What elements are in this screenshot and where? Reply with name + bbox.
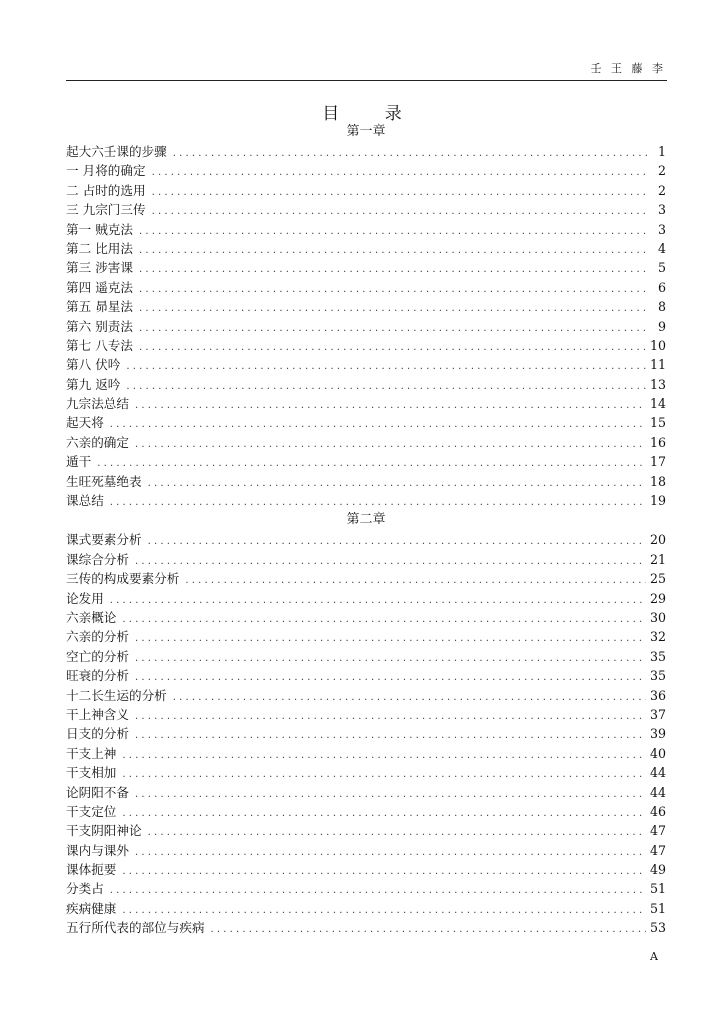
dot-leader	[110, 881, 646, 900]
toc-page-number: 15	[649, 415, 666, 431]
toc-entry-title: 六亲的分析	[66, 629, 129, 645]
dot-leader	[135, 396, 646, 415]
dot-leader	[135, 435, 646, 454]
toc-page-number: 39	[649, 726, 666, 742]
toc-entry[interactable]	[66, 472, 666, 491]
toc-page-number: 2	[657, 163, 666, 179]
toc-entry-title: 课体扼要	[66, 862, 117, 878]
toc-entry[interactable]	[66, 491, 666, 510]
toc-entry-title: 干支阴阳神论	[66, 823, 142, 839]
dot-leader	[173, 144, 648, 163]
toc-entry-title: 五行所代表的部位与疾病	[66, 920, 205, 936]
toc-entry-title: 论阴阳不备	[66, 784, 129, 800]
running-head: 壬 王 藤 李	[590, 62, 666, 75]
dot-leader	[122, 610, 646, 629]
toc-page-number: 3	[657, 221, 666, 237]
dot-leader	[173, 688, 646, 707]
toc-entry[interactable]	[66, 918, 666, 937]
toc-page-number: 49	[649, 862, 666, 878]
toc-entry[interactable]	[66, 763, 666, 782]
toc-page-number: 20	[649, 532, 666, 548]
toc-entry[interactable]	[66, 569, 666, 588]
dot-leader	[122, 765, 646, 784]
toc-entry[interactable]	[66, 220, 666, 239]
toc-page-number: 53	[649, 920, 666, 936]
dot-leader	[110, 415, 646, 434]
toc-entry[interactable]	[66, 647, 666, 666]
toc-entry-title: 旺衰的分析	[66, 668, 129, 684]
toc-entry[interactable]	[66, 258, 666, 277]
toc-entry-title: 第四 遥克法	[66, 279, 133, 295]
toc-entry-title: 二 占时的选用	[66, 182, 146, 198]
toc-page-number: 47	[649, 823, 666, 839]
dot-leader	[139, 280, 648, 299]
toc-page-number: 14	[649, 396, 666, 412]
toc-entry-title: 干支上神	[66, 745, 117, 761]
toc-entry-title: 第一 贼克法	[66, 221, 133, 237]
dot-leader	[148, 823, 646, 842]
toc-page-number: 13	[649, 376, 666, 392]
toc-page-number: 37	[649, 706, 666, 722]
toc-entry[interactable]	[66, 433, 666, 452]
dot-leader	[135, 843, 646, 862]
toc-page-number: 40	[649, 745, 666, 761]
toc-page-number: 5	[657, 260, 666, 276]
toc-entry-title: 疾病健康	[66, 900, 117, 916]
toc-entry-title: 第九 返吟	[66, 376, 121, 392]
dot-leader	[139, 241, 648, 260]
dot-leader	[97, 454, 646, 473]
toc-entry[interactable]	[66, 452, 666, 471]
toc-entry[interactable]	[66, 589, 666, 608]
toc-entry-title: 三 九宗门三传	[66, 202, 146, 218]
dot-leader	[126, 377, 646, 396]
toc-entry[interactable]	[66, 317, 666, 336]
toc-entry-title: 干支相加	[66, 765, 117, 781]
toc-entry-title: 九宗法总结	[66, 396, 129, 412]
toc-page-number: 51	[649, 900, 666, 916]
toc-page-number: 2	[657, 182, 666, 198]
toc-page-number: 9	[657, 318, 666, 334]
toc-entry-title: 六亲的确定	[66, 434, 129, 450]
toc-entry-title: 第三 涉害课	[66, 260, 133, 276]
page-title: 目 录	[322, 104, 422, 124]
toc-page-number: 35	[649, 668, 666, 684]
toc-entry-title: 空亡的分析	[66, 648, 129, 664]
toc-page-number: 4	[657, 240, 666, 256]
dot-leader	[135, 707, 646, 726]
toc-page-number: 19	[649, 493, 666, 509]
toc-entry-title: 日支的分析	[66, 726, 129, 742]
toc-page-number: 46	[649, 803, 666, 819]
toc-page-number: 30	[649, 609, 666, 625]
toc-page-number: 36	[649, 687, 666, 703]
dot-leader	[152, 202, 648, 221]
toc-entry-title: 分类占	[66, 881, 104, 897]
toc-entry[interactable]	[66, 239, 666, 258]
toc-page-number: 29	[649, 590, 666, 606]
toc-entry[interactable]	[66, 821, 666, 840]
toc-entry-title: 遁干	[66, 454, 92, 470]
toc-entry-title: 论发用	[66, 590, 104, 606]
toc-entry[interactable]	[66, 530, 666, 549]
toc-page-number: 6	[657, 279, 666, 295]
chapter-heading: 第二章	[346, 512, 386, 528]
dot-leader	[152, 183, 648, 202]
toc-entry-title: 第五 昴星法	[66, 299, 133, 315]
toc-entry[interactable]	[66, 336, 666, 355]
toc-entry-title: 第六 别责法	[66, 318, 133, 334]
dot-leader	[139, 260, 648, 279]
chapter-heading: 第一章	[346, 124, 386, 139]
toc-page-number: 44	[649, 765, 666, 781]
toc-page-number: 35	[649, 648, 666, 664]
dot-leader	[185, 571, 646, 590]
dot-leader	[211, 920, 646, 939]
toc-entry[interactable]	[66, 841, 666, 860]
toc-entry[interactable]	[66, 627, 666, 646]
toc-entry[interactable]	[66, 375, 666, 394]
toc-page-number: 16	[649, 434, 666, 450]
toc-entry-title: 课式要素分析	[66, 532, 142, 548]
toc-entry-title: 六亲概论	[66, 609, 117, 625]
dot-leader	[122, 746, 646, 765]
dot-leader	[139, 338, 646, 357]
toc-entry-title: 第七 八专法	[66, 337, 133, 353]
toc-entry-title: 课内与课外	[66, 842, 129, 858]
toc-entry[interactable]	[66, 705, 666, 724]
toc-entry[interactable]	[66, 142, 666, 161]
toc-entry[interactable]	[66, 899, 666, 918]
toc-entry-title: 三传的构成要素分析	[66, 571, 180, 587]
toc-entry[interactable]	[66, 550, 666, 569]
header-rule	[66, 80, 667, 81]
dot-leader	[139, 222, 648, 241]
dot-leader	[122, 862, 646, 881]
toc-entry-title: 一 月将的确定	[66, 163, 146, 179]
toc-entry-title: 课综合分析	[66, 551, 129, 567]
toc-entry-title: 第二 比用法	[66, 240, 133, 256]
toc-entry[interactable]	[66, 297, 666, 316]
toc-entry-title: 干上神含义	[66, 706, 129, 722]
toc-page-number: 51	[649, 881, 666, 897]
toc-page-number: 8	[657, 299, 666, 315]
dot-leader	[126, 357, 646, 376]
toc-entry[interactable]	[66, 802, 666, 821]
toc-entry[interactable]	[66, 608, 666, 627]
toc-page-number: 18	[649, 473, 666, 489]
toc-entry[interactable]	[66, 394, 666, 413]
toc-entry[interactable]	[66, 879, 666, 898]
dot-leader	[135, 629, 646, 648]
dot-leader	[122, 804, 646, 823]
dot-leader	[148, 532, 646, 551]
toc-page-number: 25	[649, 571, 666, 587]
page-folio: A	[650, 950, 658, 963]
dot-leader	[135, 668, 646, 687]
toc-entry[interactable]	[66, 783, 666, 802]
toc-entry[interactable]	[66, 724, 666, 743]
dot-leader	[110, 591, 646, 610]
toc-entry[interactable]	[66, 666, 666, 685]
toc-page-number: 11	[649, 357, 666, 373]
toc-entry[interactable]	[66, 686, 666, 705]
table-of-contents	[66, 122, 666, 938]
toc-entry-title: 生旺死墓绝表	[66, 473, 142, 489]
dot-leader	[135, 726, 646, 745]
toc-entry-title: 干支定位	[66, 803, 117, 819]
toc-page-number: 21	[649, 551, 666, 567]
toc-entry-title: 起大六壬课的步骤	[66, 144, 167, 159]
toc-entry[interactable]	[66, 744, 666, 763]
dot-leader	[135, 785, 646, 804]
dot-leader	[139, 319, 648, 338]
dot-leader	[152, 163, 648, 182]
toc-entry-title: 课总结	[66, 493, 104, 509]
toc-page-number: 17	[649, 454, 666, 470]
toc-entry[interactable]	[66, 278, 666, 297]
dot-leader	[139, 299, 648, 318]
dot-leader	[148, 474, 646, 493]
toc-page-number: 3	[657, 202, 666, 218]
toc-entry[interactable]	[66, 860, 666, 879]
toc-page-number: 1	[657, 144, 666, 159]
toc-entry-title: 第八 伏吟	[66, 357, 121, 373]
toc-page-number: 44	[649, 784, 666, 800]
toc-entry[interactable]	[66, 413, 666, 432]
toc-page-number: 47	[649, 842, 666, 858]
toc-entry[interactable]	[66, 200, 666, 219]
toc-entry-title: 起天将	[66, 415, 104, 431]
toc-entry-title: 十二长生运的分析	[66, 687, 167, 703]
toc-entry[interactable]	[66, 161, 666, 180]
toc-entry[interactable]	[66, 355, 666, 374]
dot-leader	[135, 649, 646, 668]
dot-leader	[135, 552, 646, 571]
toc-page-number: 10	[649, 337, 666, 353]
toc-page-number: 32	[649, 629, 666, 645]
toc-entry[interactable]	[66, 181, 666, 200]
